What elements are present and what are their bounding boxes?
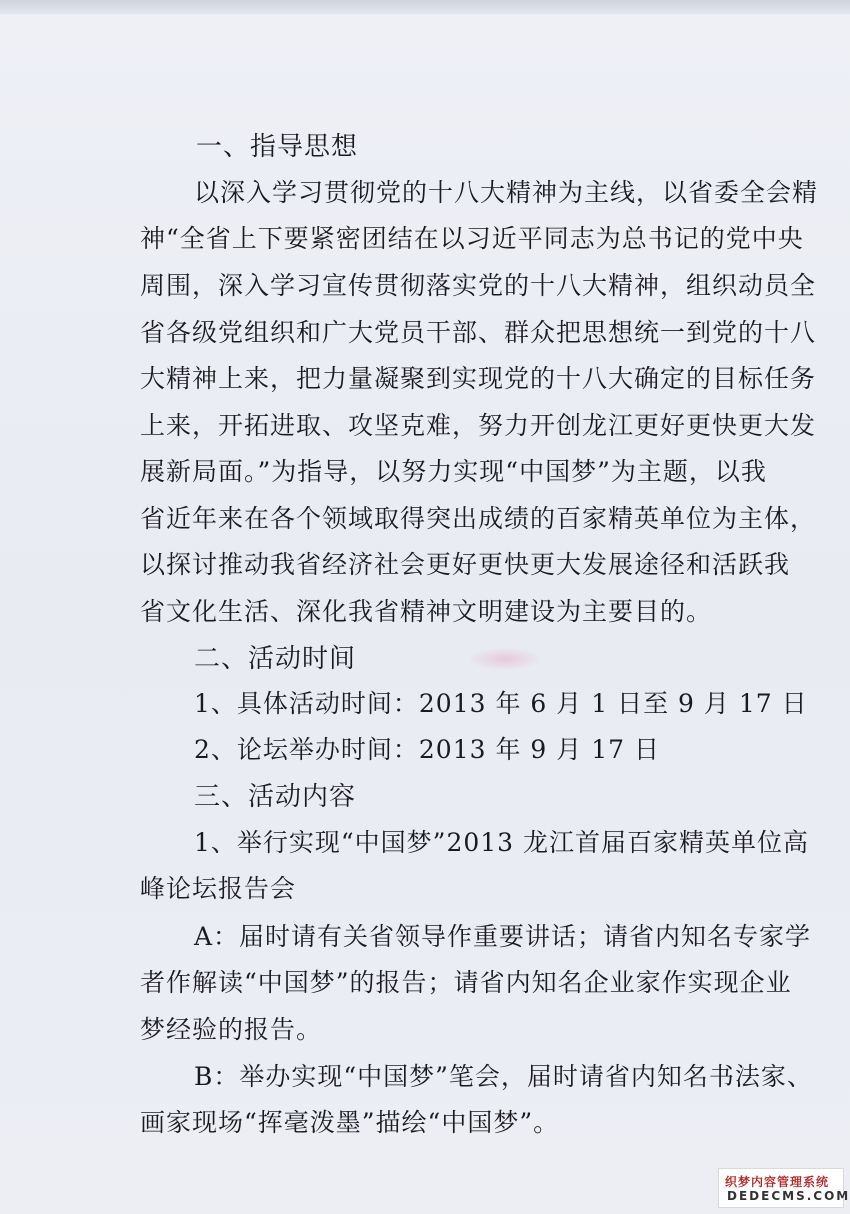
heading-activity-content: 三、活动内容 [194, 782, 357, 812]
content-item-a: A：届时请有关省领导作重要讲话；请省内知名专家学 [194, 922, 812, 951]
watermark-title: 织梦内容管理系统 [725, 1175, 830, 1189]
content-item-b: B：举办实现“中国梦”笔会，届时请省内知名书法家、 [194, 1062, 813, 1091]
paragraph-line: 省近年来在各个领域取得突出成绩的百家精英单位为主体， [140, 504, 817, 533]
paragraph-line: 省文化生活、深化我省精神文明建设为主要目的。 [140, 597, 713, 626]
site-watermark [718, 1168, 850, 1208]
paragraph-line: 以深入学习贯彻党的十八大精神为主线，以省委全会精 [194, 178, 819, 207]
heading-guiding-ideology: 一、指导思想 [196, 132, 359, 162]
watermark-domain: DEDECMS.COM [727, 1189, 850, 1203]
paragraph-line: 以探讨推动我省经济社会更好更快更大发展途径和活跃我 [140, 550, 791, 579]
activity-time-item: 1、具体活动时间：2013 年 6 月 1 日至 9 月 17 日 [194, 689, 808, 718]
content-item-1: 1、举行实现“中国梦”2013 龙江首届百家精英单位高 [194, 828, 810, 857]
paragraph-line: 者作解读“中国梦”的报告；请省内知名企业家作实现企业 [140, 968, 792, 997]
paragraph-line: 画家现场“挥毫泼墨”描绘“中国梦”。 [140, 1108, 560, 1137]
paragraph-line: 神“全省上下要紧密团结在以习近平同志为总书记的党中央 [140, 224, 804, 253]
paragraph-line: 上来，开拓进取、攻坚克难，努力开创龙江更好更快更大发 [140, 411, 817, 440]
scan-top-edge [0, 0, 850, 14]
paragraph-line: 省各级党组织和广大党员干部、群众把思想统一到党的十八 [140, 318, 817, 347]
ink-stain [470, 648, 540, 670]
forum-time-item: 2、论坛举办时间：2013 年 9 月 17 日 [194, 735, 660, 764]
paragraph-line: 展新局面。”为指导，以努力实现“中国梦”为主题，以我 [140, 457, 767, 486]
heading-activity-time: 二、活动时间 [194, 644, 357, 674]
content-item-1-continued: 峰论坛报告会 [140, 874, 297, 903]
paragraph-line: 梦经验的报告。 [140, 1015, 323, 1044]
paragraph-line: 大精神上来，把力量凝聚到实现党的十八大确定的目标任务 [140, 364, 817, 393]
paragraph-line: 周围，深入学习宣传贯彻落实党的十八大精神，组织动员全 [140, 271, 817, 300]
